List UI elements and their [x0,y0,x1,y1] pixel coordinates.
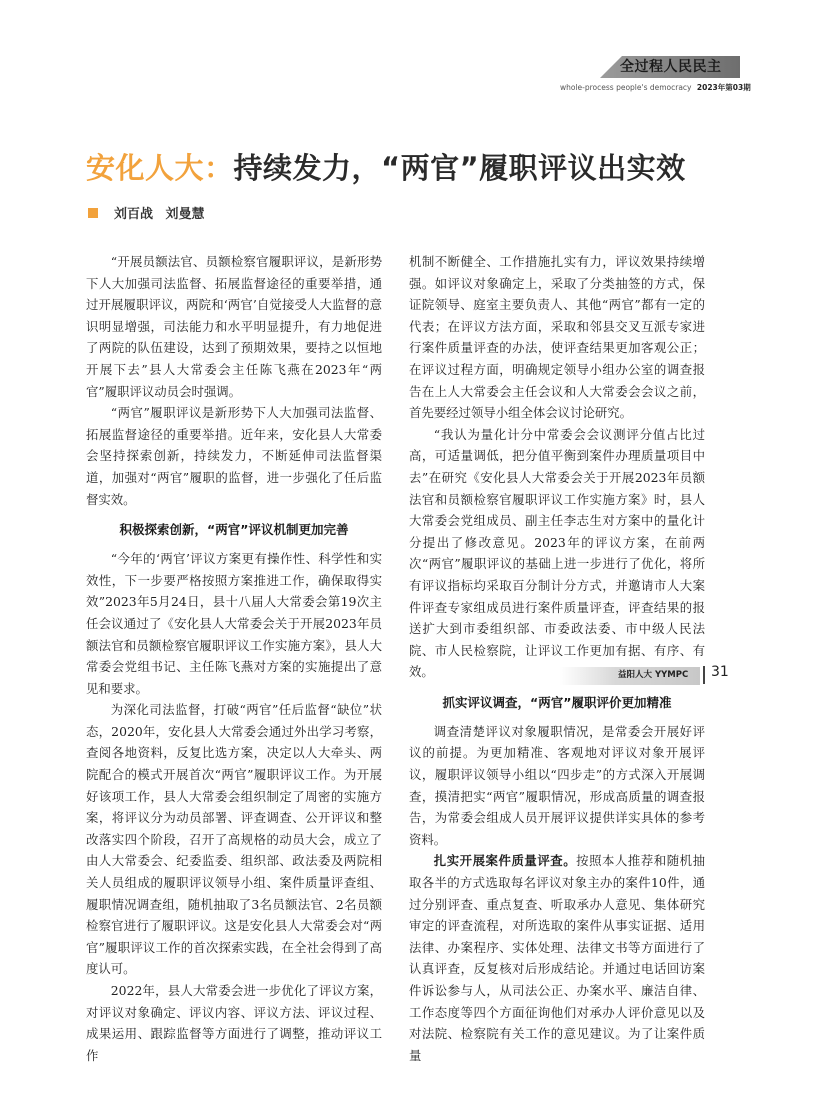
article-title [86,146,686,187]
paragraph: “今年的‘两官’评议方案更有操作性、科学性和实效性，下一步要严格按照方案推进工作，确保取得实效”2023年5月24日，县十八届人大常委会第19次主任会议通过了《安化县人大常委会关于开展2023年员额法官和员额检察官履职评议工作实施方案》，县人大常委会党组书记、主任陈飞燕对方案的实施提出了意见和要求。 [86,551,382,696]
footer-divider [703,666,705,684]
magazine-name: 益阳人大 YYMPC [618,670,689,680]
paragraph: 调查清楚评议对象履职情况，是常委会开展好评议的前提。为更加精准、客观地对评议对象开展评议，履职评议领导小组以“四步走”的方式深入开展调查，摸清把实“两官”履职情况，形成高质量的调查报告，为常委会组成人员开展评议提供详实具体的参考资料。 [409,723,705,847]
paragraph: “开展员额法官、员额检察官履职评议，是新形势下人大加强司法监督、拓展监督途径的重要举措，通过开展履职评议，两院和‘两官’自觉接受人大监督的意识明显增强，司法能力和水平明显提升，有力地促进了两院的队伍建设，达到了预期效果，要持之以恒地开展下去”县人大常委会主任陈飞燕在2023年“两官”履职评议动员会时强调。 [86,254,382,399]
header-accent [600,56,622,78]
section-heading: 积极探索创新，“两官”评议机制更加完善 [119,522,349,538]
paragraph-lead: 扎实开展案件质量评查。 [433,853,577,869]
section-subtitle [560,82,751,93]
issue-number: 2023年第03期 [696,83,751,92]
section-subtitle-text: whole-process people's democracy [560,83,692,92]
paragraph: 2022年，县人大常委会进一步优化了评议方案，对评议对象确定、评议内容、评议方法、评议过程、成果运用、跟踪监督等方面进行了调整，推动评议工作 [86,983,382,1063]
paragraph: 为深化司法监督，打破“两官”任后监督“缺位”状态，2020年，安化县人大常委会通过外出学习考察，查阅各地资料，反复比选方案，决定以人大牵头、两院配合的模式开展首次“两官”履职评议工作。为开展好该项工作，县人大常委会组织制定了周密的实施方案，将评议分为动员部署、评查调查、公开评议和整改落实四个阶段，召开了高规格的动员大会，成立了由人大常委会、纪委监委、组织部、政法委及两院相关人员组成的履职评议领导小组、案件质量评查组、履职情况调查组，随机抽取了3名员额法官、2名员额检察官进行了履职评议。这是安化县人大常委会对“两官”履职评议工作的首次探索实践，在全社会得到了高度认可。 [86,702,382,977]
author-marker [88,208,98,218]
section-title: 全过程人民民主 [620,59,722,75]
paragraph: “我认为量化计分中常委会会议测评分值占比过高，可适量调低，把分值平衡到案件办理质量项目中去”在研究《安化县人大常委会关于开展2023年员额法官和员额检察官履职评议工作实施方案》时，县人大常委会党组成员、副主任李志生对方案中的量化计分提出了修改意见。2023年的评议方案，在前两次“两官”履职评议的基础上进一步进行了优化，将所有评议指标均采取百分制计分方式，并邀请市人大案件评查专家组成员进行案件质量评查，评查结果的报送扩大到市委组织部、市委政法委、市中级人民法院、市人民检察院，让评议工作更加有据、有序、有效。 [409,426,705,680]
article-title-main: 持续发力，“两官”履职评议出实效 [233,151,686,185]
paragraph: 机制不断健全、工作措施扎实有力，评议效果持续增强。如评议对象确定上，采取了分类抽签的方式，保证院领导、庭室主要负责人、其他“两官”都有一定的代表；在评议方法方面，采取和邻县交叉互派专家进行案件质量评查的办法，使评查结果更加客观公正；在评议过程方面，明确规定领导小组办公室的调查报告在上人大常委会主任会议和人大常委会会议之前，首先要经过领导小组全体会议讨论研究。 [409,254,705,421]
section-heading: 抓实评议调查，“两官”履职评价更加精准 [442,694,672,710]
paragraph: “两官”履职评议是新形势下人大加强司法监督、拓展监督途径的重要举措。近年来，安化县人大常委会坚持探索创新，持续发力，不断延伸司法监督渠道，加强对“两官”履职的监督，进一步强化了任后监督实效。 [86,405,382,507]
article-title-prefix: 安化人大： [86,151,234,185]
paragraph-body: 按照本人推荐和随机抽取各半的方式选取每名评议对象主办的案件10件，通过分别评查、重点复查、听取承办人意见、集体研究审定的评查流程，对所选取的案件从事实证据、适用法律、办案程序、实体处理、法律文书等方面进行了认真评查，反复核对后形成结论。并通过电话回访案件诉讼参与人，从司法公正、办案水平、廉洁自律、工作态度等四个方面征询他们对承办人评价意见以及对法院、检察院有关工作的意见建议。为了让案件质量 [409,853,706,1063]
left-column [86,251,382,1066]
page-number: 31 [711,664,729,680]
paragraph [409,850,705,1066]
article-authors: 刘百战 刘曼慧 [114,207,205,222]
right-column [409,251,705,1066]
